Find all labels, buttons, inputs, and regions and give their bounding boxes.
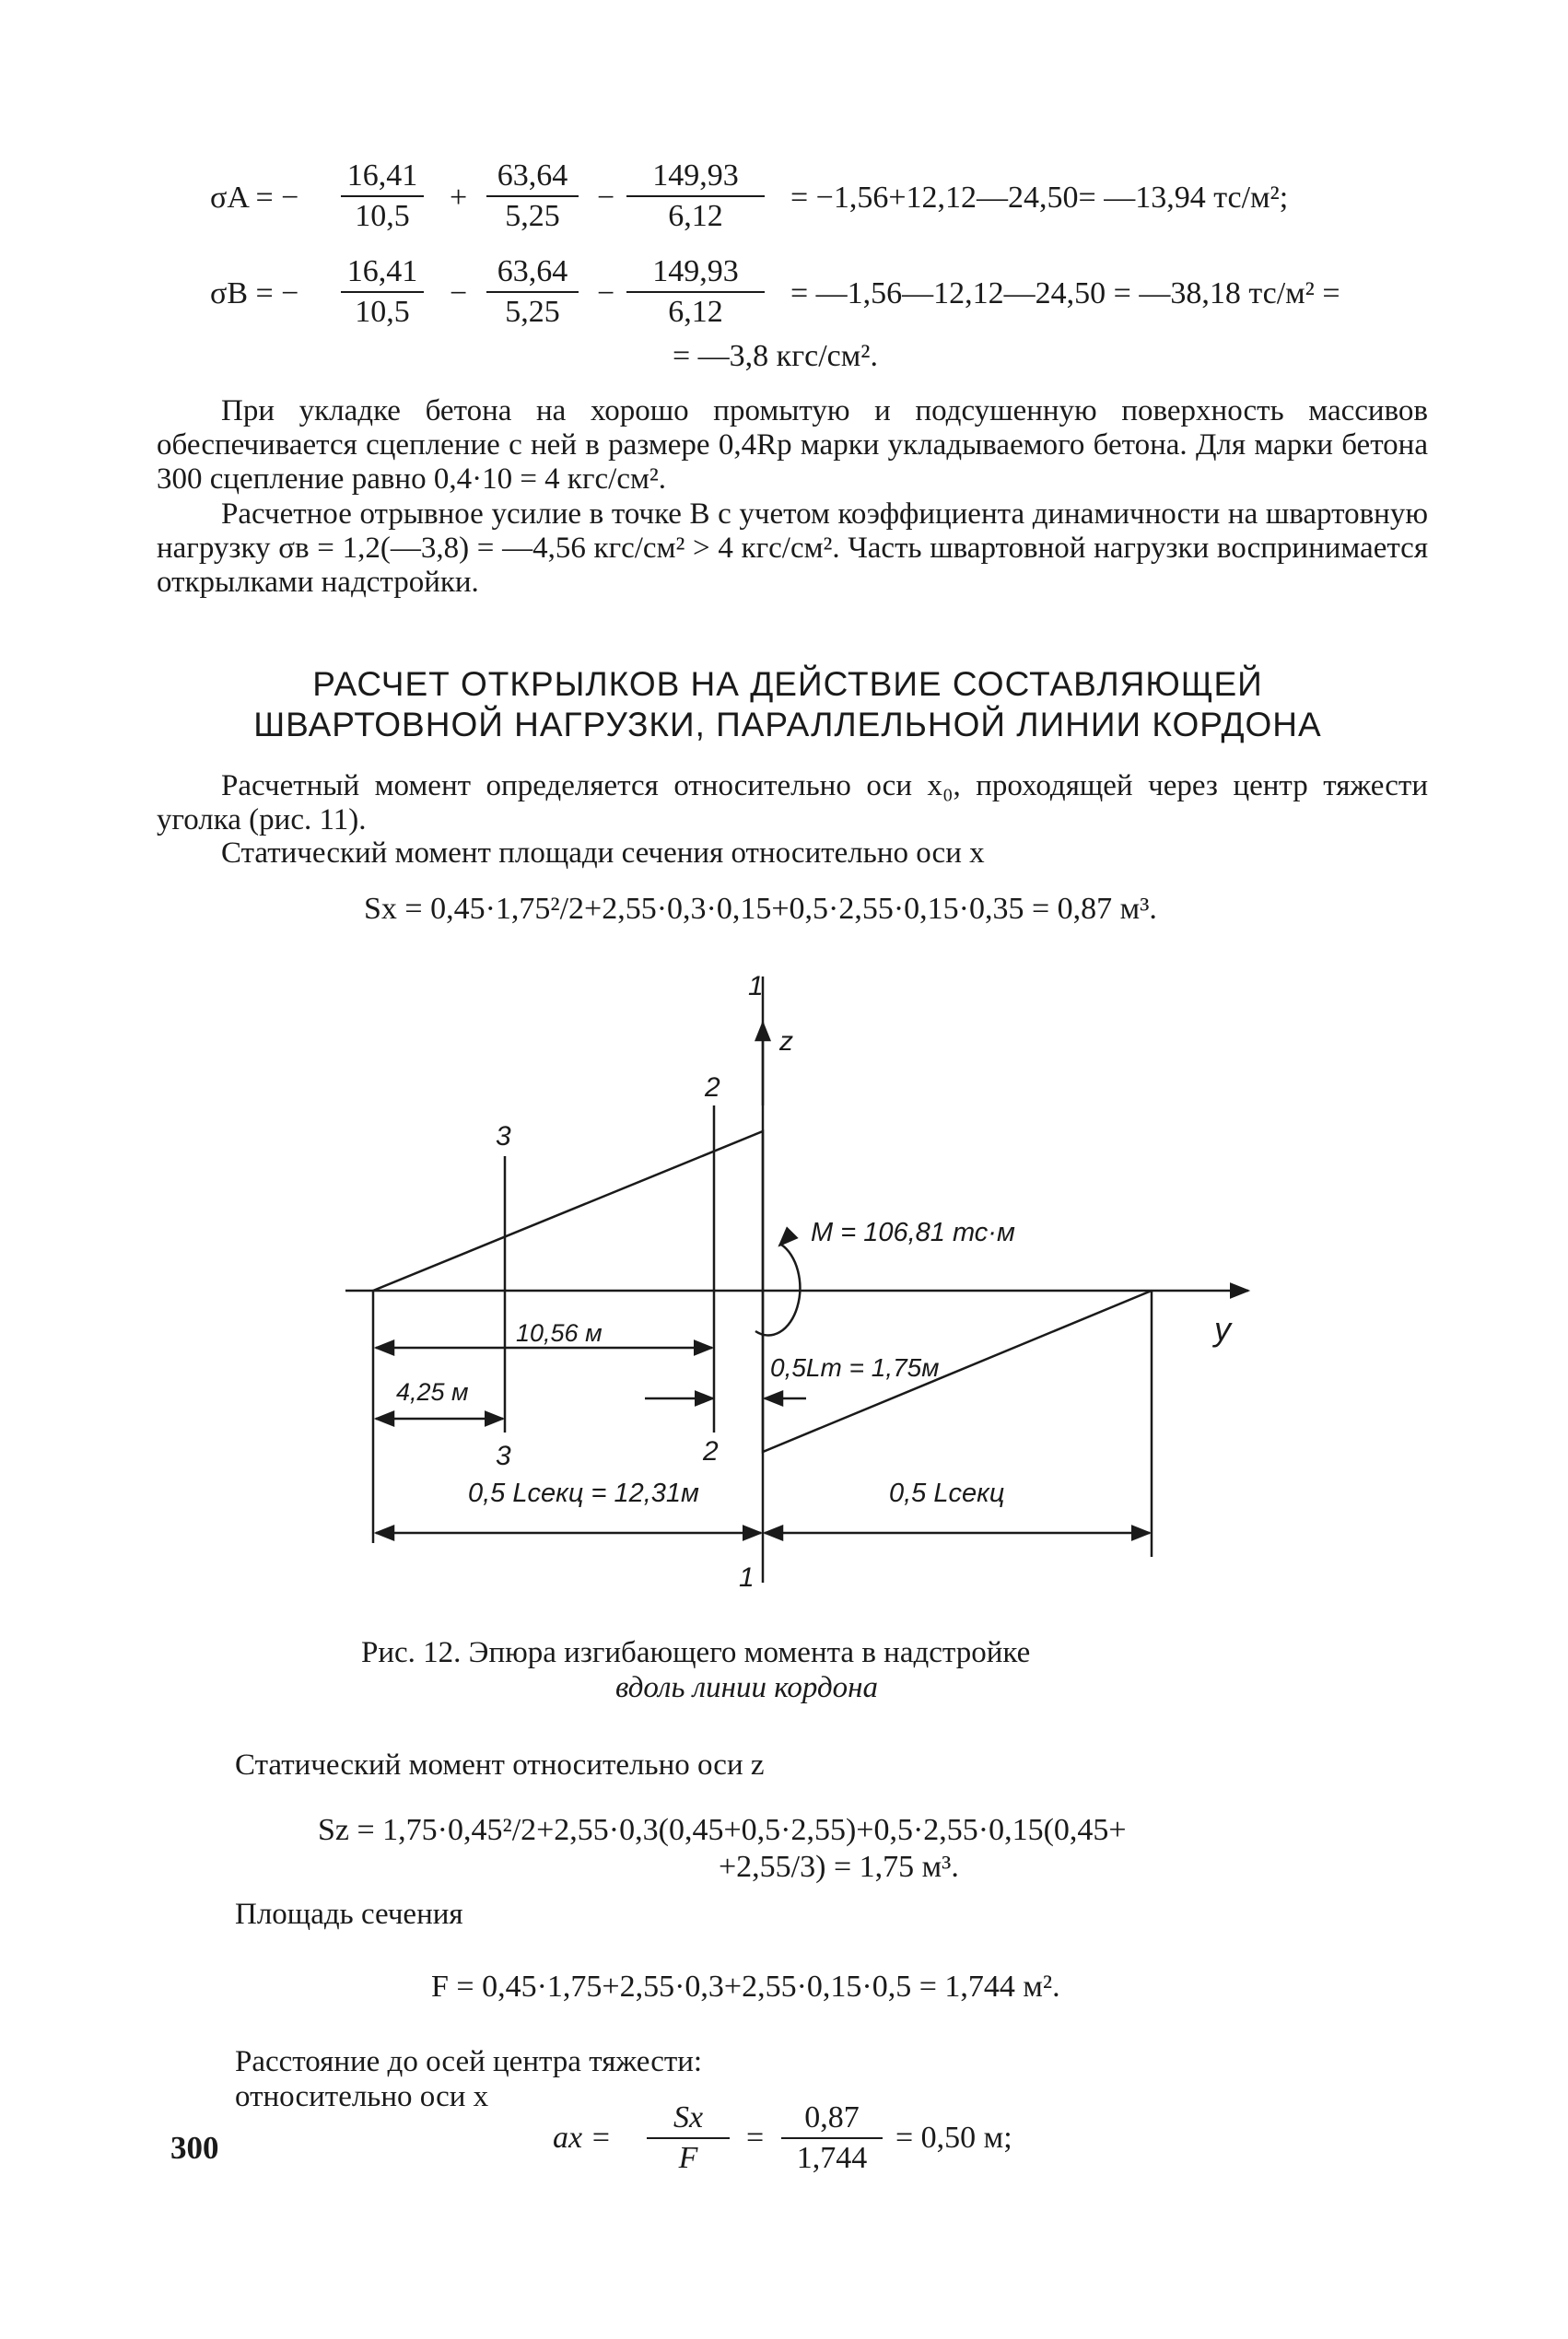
- epure-left: [373, 1131, 763, 1291]
- fraction: $\frac{Sx}{F}$: [647, 2100, 730, 2176]
- section-3-bottom-label: 3: [496, 1441, 511, 1471]
- figure-caption-line-1: Рис. 12. Эпюра изгибающего момента в надстройке: [361, 1636, 1031, 1669]
- eq-operator: −: [450, 276, 468, 310]
- y-axis-label: y: [1214, 1310, 1231, 1348]
- equation-sx: Sx = 0,45·1,75²/2+2,55·0,3·0,15+0,5·2,55·0,15·0,35 = 0,87 м³.: [364, 892, 1157, 926]
- paragraph-static-moment: Статический момент площади сечения относительно оси x: [221, 836, 985, 870]
- section-heading-line-1: РАСЧЕТ ОТКРЫЛКОВ НА ДЕЙСТВИЕ СОСТАВЛЯЮЩЕЙ: [312, 665, 1263, 703]
- paragraph-tear-force: Расчетное отрывное усилие в точке B с учетом коэффициента динамичности на швартовную нагрузку σв = 1,2(—3,8) = —4,56 кгс/см² > 4 кгс/см². Часть швартовной нагрузки воспринимается открылками надстройки.: [157, 497, 1428, 599]
- eq-rhs-continued: = —3,8 кгс/см².: [673, 339, 878, 373]
- moment-label: M = 106,81 тс·м: [811, 1218, 1015, 1247]
- dim-label-1056: 10,56 м: [516, 1319, 603, 1347]
- paragraph-section-area: Площадь сечения: [235, 1898, 463, 1931]
- eq-rhs: = —1,56—12,12—24,50 = —38,18 тс/м² =: [790, 276, 1340, 310]
- section-1-bottom-label: 1: [739, 1562, 755, 1593]
- fraction: $\frac{16,41}{10,5}$: [341, 158, 424, 234]
- paragraph-relative-to-x: относительно оси x: [235, 2080, 489, 2113]
- page-number: 300: [170, 2130, 219, 2166]
- eq-rhs: = 0,50 м;: [895, 2121, 1012, 2155]
- figure-caption-line-2: вдоль линии кордона: [615, 1671, 879, 1704]
- dim-label-lsekc-right: 0,5 Lсекц: [889, 1479, 1005, 1508]
- eq-operator: =: [746, 2121, 765, 2155]
- eq-operator: −: [597, 181, 615, 215]
- section-2-top-label: 2: [705, 1072, 720, 1103]
- paragraph-design-moment: Расчетный момент определяется относительно оси x₀, проходящей через центр тяжести уголка (рис. 11).: [157, 769, 1428, 836]
- dim-label-425: 4,25 м: [396, 1378, 469, 1406]
- fraction: $\frac{16,41}{10,5}$: [341, 254, 424, 330]
- fraction: $\frac{149,93}{6,12}$: [626, 158, 765, 234]
- section-3-top-label: 3: [496, 1121, 511, 1152]
- eq-operator: −: [597, 276, 615, 310]
- section-heading-line-2: ШВАРТОВНОЙ НАГРУЗКИ, ПАРАЛЛЕЛЬНОЙ ЛИНИИ КОРДОНА: [253, 706, 1322, 743]
- equation-sz-line-1: Sz = 1,75·0,45²/2+2,55·0,3(0,45+0,5·2,55)+0,5·2,55·0,15(0,45+: [318, 1813, 1127, 1847]
- eq-lhs: ax =: [553, 2121, 612, 2155]
- z-axis-label: z: [779, 1026, 793, 1057]
- equation-sz-line-2: +2,55/3) = 1,75 м³.: [719, 1850, 959, 1884]
- section-1-top-label: 1: [748, 971, 764, 1001]
- eq-lhs: σA = −: [210, 181, 299, 215]
- dim-label-05lt: 0,5Lт = 1,75м: [770, 1353, 940, 1382]
- eq-lhs: σB = −: [210, 276, 299, 310]
- dim-label-lsekc-left: 0,5 Lсекц = 12,31м: [468, 1479, 699, 1508]
- paragraph-centroid-distance: Расстояние до осей центра тяжести:: [235, 2045, 703, 2078]
- fraction: $\frac{0,87}{1,744}$: [781, 2100, 883, 2176]
- eq-rhs: = −1,56+12,12—24,50= —13,94 тс/м²;: [790, 181, 1289, 215]
- paragraph-static-moment-z: Статический момент относительно оси z: [235, 1748, 765, 1782]
- fraction: $\frac{63,64}{5,25}$: [486, 254, 579, 330]
- fraction: $\frac{63,64}{5,25}$: [486, 158, 579, 234]
- section-2-bottom-label: 2: [703, 1436, 719, 1467]
- fraction: $\frac{149,93}{6,12}$: [626, 254, 765, 330]
- eq-operator: +: [450, 181, 468, 215]
- equation-f: F = 0,45·1,75+2,55·0,3+2,55·0,15·0,5 = 1,744 м².: [431, 1970, 1060, 2004]
- paragraph-adhesion: При укладке бетона на хорошо промытую и подсушенную поверхность массивов обеспечивается сцепление с ней в размере 0,4Rр марки укладываемого бетона. Для марки бетона 300 сцепление равно 0,4·10 = 4 кгс/см².: [157, 394, 1428, 496]
